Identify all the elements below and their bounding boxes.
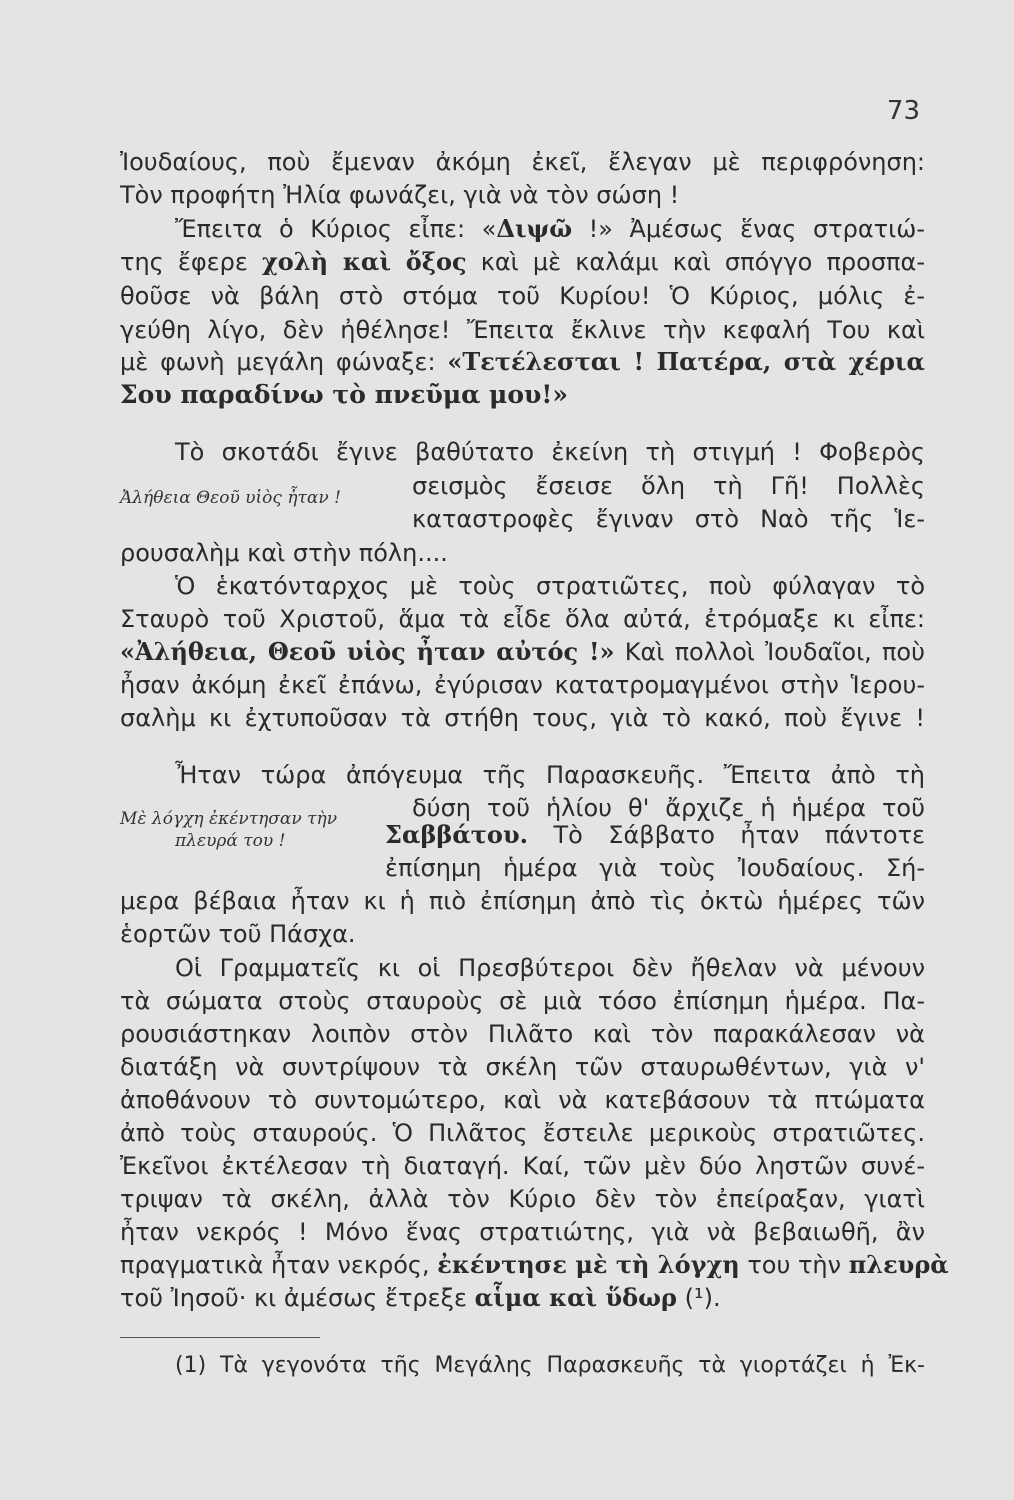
text-line: γεύθη λίγο, δὲν ἠθέλησε! Ἔπειτα ἔκλινε τὴν κεφαλή Του καὶ bbox=[120, 316, 925, 344]
text-line: διατάξη νὰ συντρίψουν τὰ σκέλη τῶν σταυρωθέντων, γιὰ ν' bbox=[120, 1053, 925, 1081]
text-line: Σταυρὸ τοῦ Χριστοῦ, ἅμα τὰ εἶδε ὅλα αὐτά, ἐτρόμαξε κι εἶπε: bbox=[120, 605, 925, 633]
margin-note: Ἀλήθεια Θεοῦ υἱὸς ἦταν ! bbox=[120, 488, 341, 508]
text-line: Ἐκεῖνοι ἐκτέλεσαν τὴ διαταγή. Καί, τῶν μὲν δύο ληστῶν συνέ- bbox=[120, 1152, 925, 1180]
text-line: σεισμὸς ἔσεισε ὅλη τὴ Γῆ! Πολλὲς bbox=[412, 472, 925, 500]
footnote-rule bbox=[120, 1337, 320, 1338]
text-line: Τὸν προφήτη Ἠλία φωνάζει, γιὰ νὰ τὸν σώση ! bbox=[120, 181, 680, 209]
footnote: (1) Τὰ γεγονότα τῆς Μεγάλης Παρασκευῆς τὰ γιορτάζει ἡ Ἐκ- bbox=[175, 1353, 925, 1378]
text-line: ἦσαν ἀκόμη ἐκεῖ ἐπάνω, ἐγύρισαν κατατρομαγμένοι στὴν Ἱερου- bbox=[120, 671, 925, 699]
text-line: Σου παραδίνω τὸ πνεῦμα μου!» bbox=[120, 380, 568, 409]
text-line: ἀπὸ τοὺς σταυρούς. Ὁ Πιλᾶτος ἔστειλε μερικοὺς στρατιῶτες. bbox=[120, 1119, 925, 1147]
text-line: τὰ σώματα στοὺς σταυροὺς σὲ μιὰ τόσο ἐπίσημη ἡμέρα. Πα- bbox=[120, 987, 925, 1015]
text-line: καταστροφὲς ἔγιναν στὸ Ναὸ τῆς Ἱε- bbox=[412, 505, 925, 533]
text-line: ἐπίσημη ἡμέρα γιὰ τοὺς Ἰουδαίους. Σή- bbox=[385, 854, 925, 882]
margin-note: πλευρά του ! bbox=[175, 831, 286, 851]
text-line: Ὁ ἑκατόνταρχος μὲ τοὺς στρατιῶτες, ποὺ φύλαγαν τὸ bbox=[175, 572, 925, 600]
text-line: τοῦ Ἰησοῦ· κι ἀμέσως ἔτρεξε αἷμα καὶ ὕδωρ (¹). bbox=[120, 1283, 721, 1312]
text-line: δύση τοῦ ἡλίου θ' ἄρχιζε ἡ ἡμέρα τοῦ bbox=[412, 794, 925, 822]
text-line: Ἔπειτα ὁ Κύριος εἶπε: «Διψῶ !» Ἀμέσως ἕνας στρατιώ- bbox=[175, 214, 925, 243]
text-line: ρουσαλὴμ καὶ στὴν πόλη.... bbox=[120, 539, 448, 567]
text-line: πραγματικὰ ἦταν νεκρός, ἐκέντησε μὲ τὴ λόγχη του τὴν πλευρὰ bbox=[120, 1250, 949, 1279]
text-line: της ἔφερε χολὴ καὶ ὄξος καὶ μὲ καλάμι καὶ σπόγγο προσπα- bbox=[120, 247, 925, 276]
margin-note: Μὲ λόγχη ἐκέντησαν τὴν bbox=[120, 809, 338, 829]
text-line: σαλὴμ κι ἐχτυποῦσαν τὰ στήθη τους, γιὰ τὸ κακό, ποὺ ἔγινε ! bbox=[120, 704, 925, 732]
text-line: Ἦταν τώρα ἀπόγευμα τῆς Παρασκευῆς. Ἔπειτα ἀπὸ τὴ bbox=[175, 761, 925, 789]
text-line: θοῦσε νὰ βάλη στὸ στόμα τοῦ Κυρίου! Ὁ Κύριος, μόλις ἐ- bbox=[120, 282, 925, 310]
text-line: μερα βέβαια ἦταν κι ἡ πιὸ ἐπίσημη ἀπὸ τὶς ὀκτὼ ἡμέρες τῶν bbox=[120, 887, 925, 915]
text-line: Τὸ σκοτάδι ἔγινε βαθύτατο ἐκείνη τὴ στιγμή ! Φοβερὸς bbox=[175, 438, 925, 466]
text-line: μὲ φωνὴ μεγάλη φώναξε: «Τετέλεσται ! Πατέρα, στὰ χέρια bbox=[120, 347, 925, 376]
text-line: τριψαν τὰ σκέλη, ἀλλὰ τὸν Κύριο δὲν τὸν ἐπείραξαν, γιατὶ bbox=[120, 1185, 925, 1213]
text-line: Σαββάτου. Τὸ Σάββατο ἦταν πάντοτε bbox=[385, 820, 925, 849]
text-line: ἀποθάνουν τὸ συντομώτερο, καὶ νὰ κατεβάσουν τὰ πτώματα bbox=[120, 1086, 925, 1114]
text-line: «Ἀλήθεια, Θεοῦ υἱὸς ἦταν αὐτός !» Καὶ πολλοὶ Ἰουδαῖοι, ποὺ bbox=[120, 637, 925, 666]
page-number: 73 bbox=[886, 96, 920, 126]
text-line: ἦταν νεκρός ! Μόνο ἕνας στρατιώτης, γιὰ νὰ βεβαιωθῆ, ἂν bbox=[120, 1218, 925, 1246]
text-line: Ἰουδαίους, ποὺ ἔμεναν ἀκόμη ἐκεῖ, ἔλεγαν μὲ περιφρόνηση: bbox=[120, 148, 925, 176]
text-line: ρουσιάστηκαν λοιπὸν στὸν Πιλᾶτο καὶ τὸν παρακάλεσαν νὰ bbox=[120, 1020, 925, 1048]
text-line: Οἱ Γραμματεῖς κι οἱ Πρεσβύτεροι δὲν ἤθελαν νὰ μένουν bbox=[175, 954, 925, 982]
text-line: ἑορτῶν τοῦ Πάσχα. bbox=[120, 920, 356, 948]
